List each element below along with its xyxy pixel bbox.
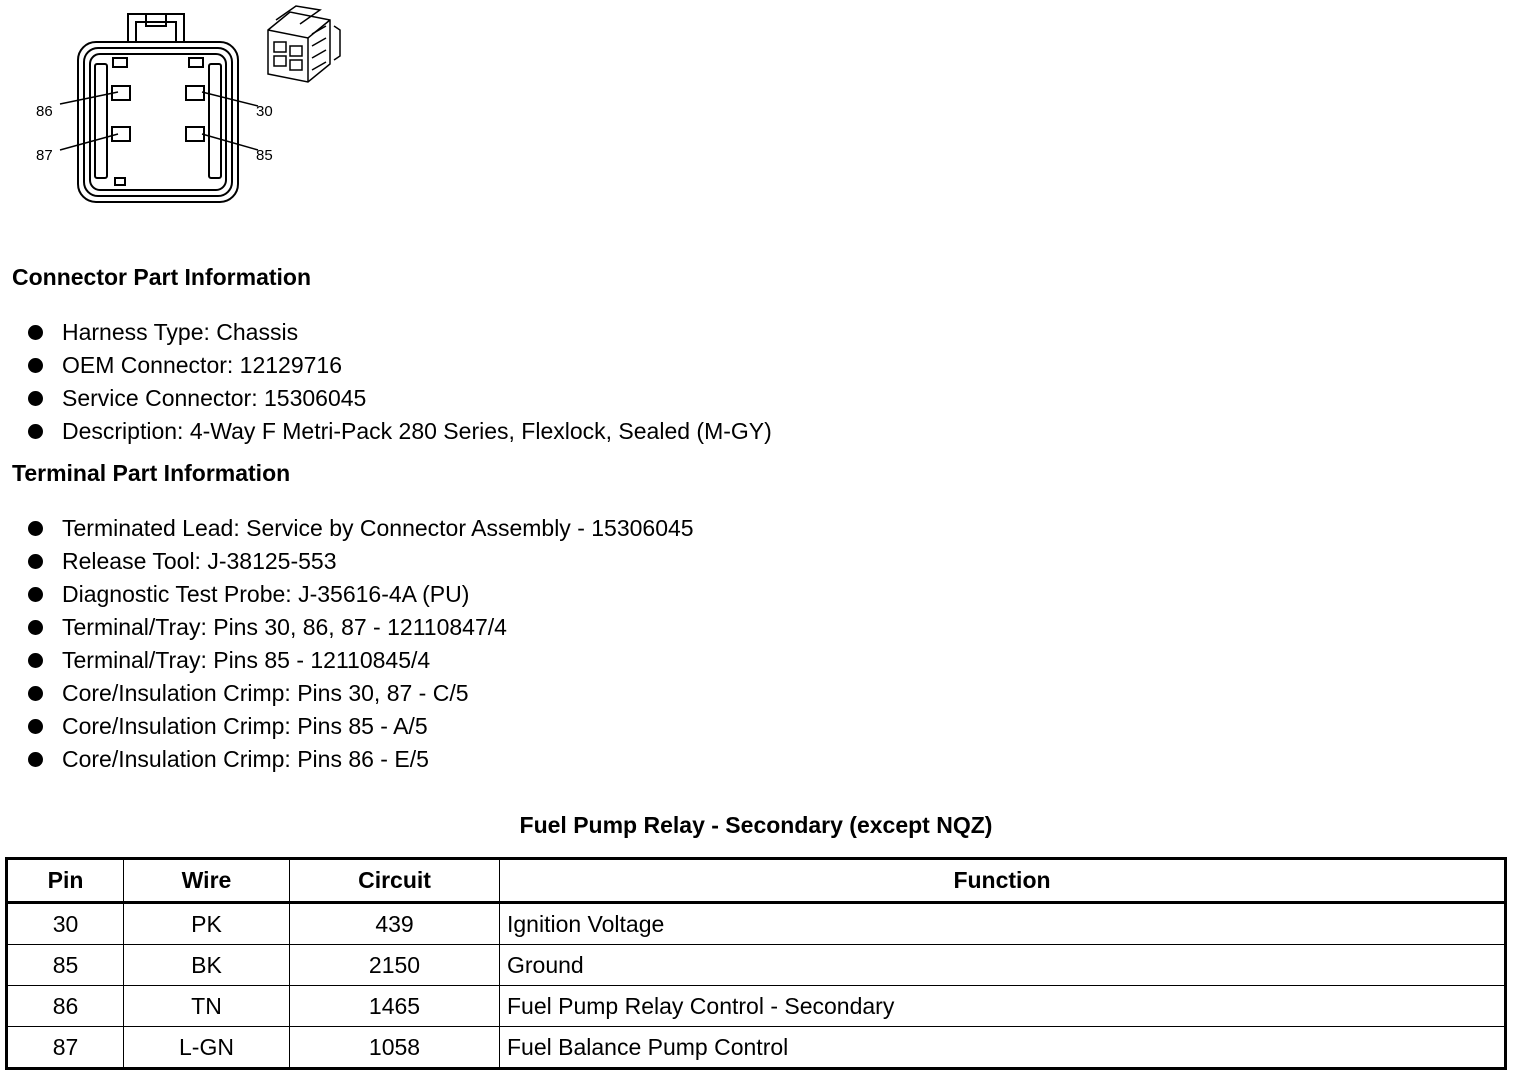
column-header-pin: Pin <box>7 859 124 903</box>
bullet-icon <box>28 587 43 602</box>
bullet-icon <box>28 686 43 701</box>
bullet-icon <box>28 620 43 635</box>
terminal-info-heading: Terminal Part Information <box>12 460 291 486</box>
column-header-wire: Wire <box>124 859 290 903</box>
list-item: Core/Insulation Crimp: Pins 86 - E/5 <box>28 743 694 776</box>
bullet-icon <box>28 391 43 406</box>
list-item: Diagnostic Test Probe: J-35616-4A (PU) <box>28 578 694 611</box>
cell-circuit: 439 <box>290 903 500 945</box>
pin-label-30: 30 <box>256 103 273 120</box>
connector-info-list <box>28 316 772 448</box>
list-item: Core/Insulation Crimp: Pins 85 - A/5 <box>28 710 694 743</box>
cell-circuit: 2150 <box>290 945 500 986</box>
column-header-circuit: Circuit <box>290 859 500 903</box>
list-item: Harness Type: Chassis <box>28 316 772 349</box>
bullet-icon <box>28 554 43 569</box>
list-item: Description: 4-Way F Metri-Pack 280 Series, Flexlock, Sealed (M-GY) <box>28 415 772 448</box>
bullet-icon <box>28 653 43 668</box>
pin-label-86: 86 <box>36 103 53 120</box>
cell-pin: 85 <box>7 945 124 986</box>
pinout-table <box>5 857 1507 1070</box>
cell-wire: PK <box>124 903 290 945</box>
cell-wire: TN <box>124 986 290 1027</box>
connector-info-heading: Connector Part Information <box>12 264 312 290</box>
bullet-icon <box>28 521 43 536</box>
table-row <box>7 1027 1506 1069</box>
cell-function: Fuel Pump Relay Control - Secondary <box>500 986 1506 1027</box>
list-item: Terminal/Tray: Pins 30, 86, 87 - 12110847/4 <box>28 611 694 644</box>
table-title: Fuel Pump Relay - Secondary (except NQZ) <box>519 812 993 838</box>
list-item: Release Tool: J-38125-553 <box>28 545 694 578</box>
bullet-icon <box>28 424 43 439</box>
bullet-icon <box>28 325 43 340</box>
table-row <box>7 903 1506 945</box>
connector-diagram <box>0 0 360 215</box>
table-row <box>7 986 1506 1027</box>
cell-pin: 87 <box>7 1027 124 1069</box>
pin-label-87: 87 <box>36 147 53 164</box>
table-header-row <box>7 859 1506 903</box>
terminal-info-list <box>28 512 694 776</box>
list-item: OEM Connector: 12129716 <box>28 349 772 382</box>
cell-function: Fuel Balance Pump Control <box>500 1027 1506 1069</box>
pin-label-85: 85 <box>256 147 273 164</box>
cell-circuit: 1465 <box>290 986 500 1027</box>
bullet-icon <box>28 719 43 734</box>
cell-function: Ignition Voltage <box>500 903 1506 945</box>
list-item: Terminated Lead: Service by Connector Assembly - 15306045 <box>28 512 694 545</box>
list-item: Terminal/Tray: Pins 85 - 12110845/4 <box>28 644 694 677</box>
bullet-icon <box>28 358 43 373</box>
table-row <box>7 945 1506 986</box>
connector-thumbnail <box>268 6 340 82</box>
cell-circuit: 1058 <box>290 1027 500 1069</box>
cell-pin: 30 <box>7 903 124 945</box>
list-item: Core/Insulation Crimp: Pins 30, 87 - C/5 <box>28 677 694 710</box>
column-header-function: Function <box>500 859 1506 903</box>
cell-pin: 86 <box>7 986 124 1027</box>
bullet-icon <box>28 752 43 767</box>
list-item: Service Connector: 15306045 <box>28 382 772 415</box>
cell-function: Ground <box>500 945 1506 986</box>
cell-wire: BK <box>124 945 290 986</box>
cell-wire: L-GN <box>124 1027 290 1069</box>
